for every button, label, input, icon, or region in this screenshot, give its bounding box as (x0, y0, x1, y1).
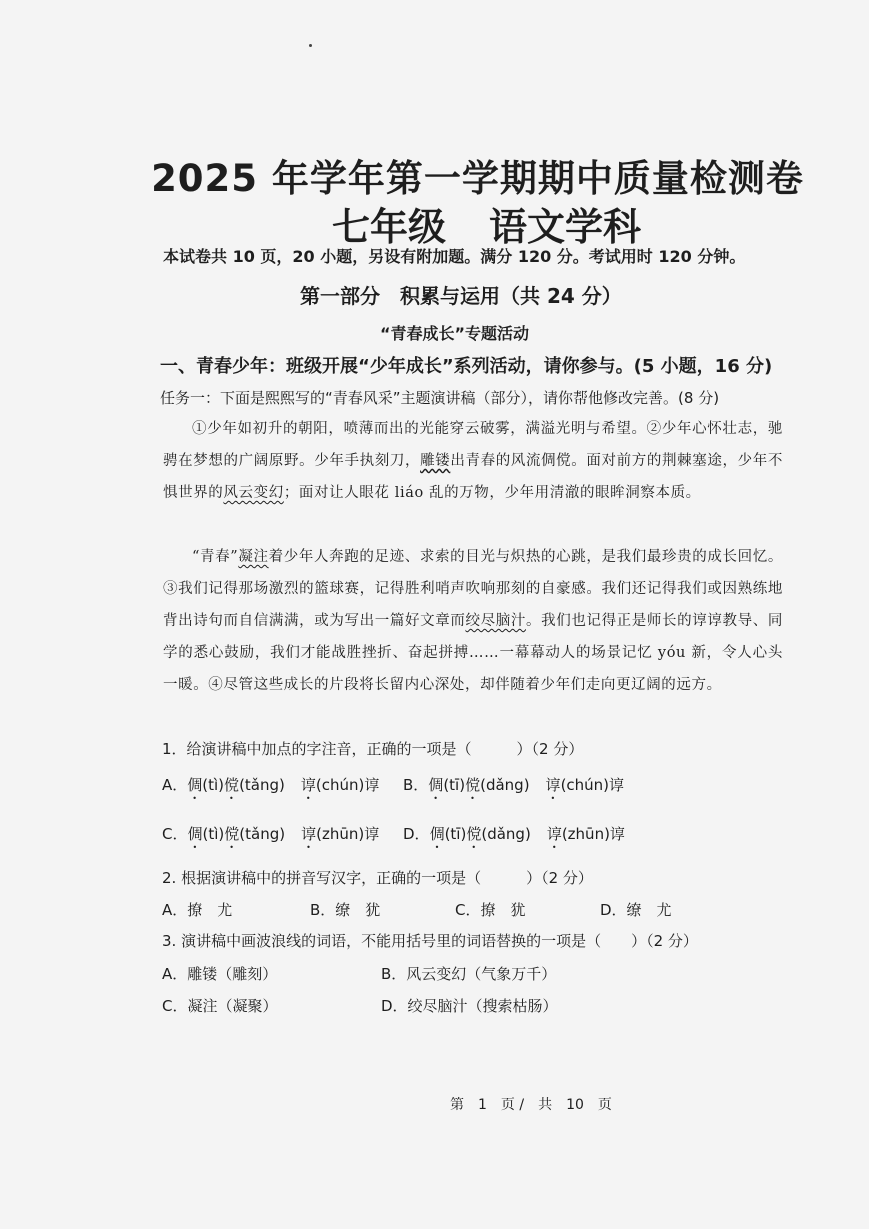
dotted-char: 谆 (546, 825, 562, 843)
q1-option-b (403, 774, 624, 803)
scan-speck (309, 44, 312, 47)
wavy-word-jiaojin: 绞尽脑汁 (465, 613, 526, 629)
q1-option-d (403, 823, 625, 852)
pinyin: (tī) (443, 776, 466, 794)
part-title: 第一部分 积累与运用（共 24 分） (300, 284, 622, 308)
q3-option-a: A．雕镂（雕刻） (162, 965, 278, 983)
pinyin: (chún)谆 (560, 776, 625, 794)
q1-option-c (162, 823, 379, 852)
q3-option-d: D．绞尽脑汁（搜索枯肠） (381, 997, 558, 1015)
passage-text: 出青春的风流倜傥。面对前方的荆棘塞途，少年不惧世界的 (163, 453, 783, 501)
passage-text: 着少年人奔跑的足迹、求索的目光与炽热的心跳，是我们最珍贵的成长回忆。③我们记得那场激烈的篮球赛，记得胜利哨声吹响那刻的自豪感。我们还记得我们或因熟练地背出诗句而自信满满，或为写出一篇好文章而 (163, 549, 783, 629)
passage-paragraph-1 (163, 413, 783, 509)
page-footer: 第 1 页 / 共 10 页 (450, 1097, 612, 1113)
wavy-word-ningzhu: 凝注 (238, 549, 269, 565)
wavy-word-diaolou: 雕镂 (420, 453, 451, 469)
pinyin: (chún)谆 (315, 776, 380, 794)
grade-label: 七年级 (332, 205, 447, 249)
q2-option-c: C．撩 犹 (455, 901, 526, 919)
dotted-char: 傥 (224, 825, 240, 843)
pinyin: (tì) (202, 776, 225, 794)
q1-option-a (162, 774, 379, 803)
dotted-char: 傥 (465, 776, 481, 794)
passage-paragraph-2 (163, 541, 783, 701)
wavy-word-fengyun: 风云变幻 (223, 485, 284, 501)
q2-option-d: D．缭 尤 (600, 901, 672, 919)
q3-option-c: C．凝注（凝聚） (162, 997, 278, 1015)
option-letter: B． (403, 776, 429, 794)
passage-text: ；面对让人眼花 liáo 乱的万物，少年用清澈的眼眸洞察本质。 (283, 485, 701, 501)
pinyin: (tī) (444, 825, 467, 843)
exam-title: 2025 年学年第一学期期中质量检测卷 (151, 157, 804, 200)
task-instruction: 任务一：下面是熙熙写的“青春风采”主题演讲稿（部分），请你帮他修改完善。(8 分) (160, 389, 720, 407)
dotted-char: 傥 (224, 776, 240, 794)
dotted-char: 谆 (545, 776, 561, 794)
subject-label: 语文学科 (489, 205, 642, 249)
passage-text: ①少年如初升的朝阳，喷薄而出的光能穿云破雾，满溢光明与希望。②少年心怀壮志，驰骋在梦想的广阔原野。少年手执刻刀， (163, 421, 783, 469)
dotted-char: 倜 (428, 776, 444, 794)
pinyin: (dǎng) (480, 776, 530, 794)
exam-info: 本试卷共 10 页，20 小题，另设有附加题。满分 120 分。考试用时 120 分钟。 (163, 247, 746, 266)
q3-option-b: B．风云变幻（气象万千） (381, 965, 557, 983)
pinyin: (zhūn)谆 (561, 825, 625, 843)
question-3-stem: 3. 演讲稿中画波浪线的词语，不能用括号里的词语替换的一项是（ ）（2 分） (162, 932, 698, 950)
dotted-char: 倜 (429, 825, 445, 843)
dotted-char: 倜 (187, 776, 203, 794)
pinyin: (tǎng) (239, 825, 286, 843)
question-1-stem: 1．给演讲稿中加点的字注音，正确的一项是（ ）（2 分） (162, 740, 584, 758)
section-heading: 一、青春少年：班级开展“少年成长”系列活动，请你参与。(5 小题，16 分) (160, 356, 773, 377)
dotted-char: 倜 (187, 825, 203, 843)
q2-option-b: B．缭 犹 (310, 901, 381, 919)
topic-title: “青春成长”专题活动 (380, 324, 530, 343)
q2-option-a: A．撩 尤 (162, 901, 233, 919)
dotted-char: 谆 (300, 776, 316, 794)
passage-text: “青春” (192, 549, 239, 565)
question-2-stem: 2. 根据演讲稿中的拼音写汉字，正确的一项是（ ）（2 分） (162, 869, 593, 887)
option-letter: D． (403, 825, 430, 843)
dotted-char: 谆 (301, 825, 317, 843)
pinyin: (tì) (202, 825, 225, 843)
dotted-char: 傥 (466, 825, 482, 843)
pinyin: (zhūn)谆 (316, 825, 380, 843)
pinyin: (dǎng) (481, 825, 531, 843)
option-letter: A． (162, 776, 188, 794)
passage-text: 。我们也记得正是师长的谆谆教导、同学的悉心鼓励，我们才能战胜挫折、奋起拼搏……一幕幕动人的场景记忆 yóu 新，令人心头一暖。④尽管这些成长的片段将长留内心深处，却伴随着少年们走向更辽阔的远方。 (163, 613, 784, 693)
option-letter: C． (162, 825, 188, 843)
pinyin: (tǎng) (239, 776, 285, 794)
